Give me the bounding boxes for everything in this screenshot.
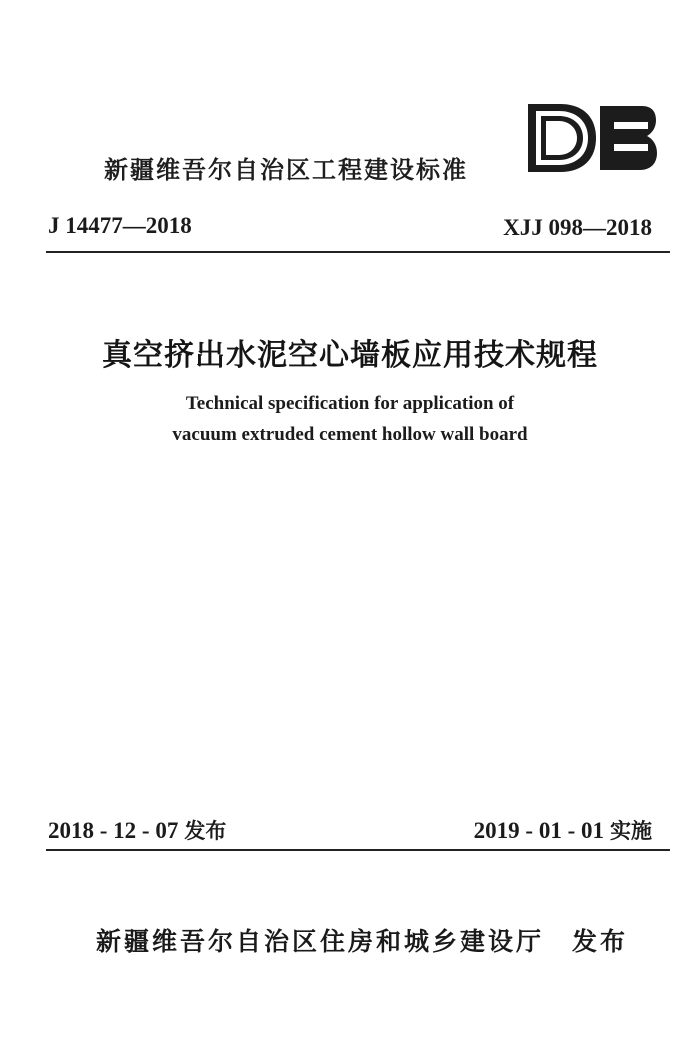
top-divider bbox=[46, 251, 670, 253]
issue-date: 2018 - 12 - 07 bbox=[48, 818, 179, 843]
series-title: 新疆维吾尔自治区工程建设标准 bbox=[104, 156, 468, 184]
record-number: J 14477—2018 bbox=[48, 213, 192, 238]
issuer-action: 发布 bbox=[572, 927, 629, 956]
english-title-line-1: Technical specification for application of bbox=[185, 393, 515, 414]
effective-date-block bbox=[474, 815, 652, 845]
effective-date: 2019 - 01 - 01 bbox=[473, 818, 604, 843]
issue-date-block bbox=[48, 815, 226, 845]
db-logo-b-glyph bbox=[600, 106, 657, 170]
db-logo bbox=[520, 98, 660, 178]
issuer-line bbox=[96, 922, 628, 958]
standard-number: XJJ 098—2018 bbox=[503, 215, 652, 240]
issuer-name: 新疆维吾尔自治区住房和城乡建设厅 bbox=[96, 927, 545, 956]
english-title-line-2: vacuum extruded cement hollow wall board bbox=[172, 424, 528, 445]
chinese-title: 真空挤出水泥空心墙板应用技术规程 bbox=[102, 338, 598, 373]
db-logo-d-glyph bbox=[528, 104, 596, 172]
bottom-divider bbox=[46, 849, 670, 851]
effective-label: 实施 bbox=[610, 819, 652, 843]
issue-label: 发布 bbox=[184, 819, 227, 843]
